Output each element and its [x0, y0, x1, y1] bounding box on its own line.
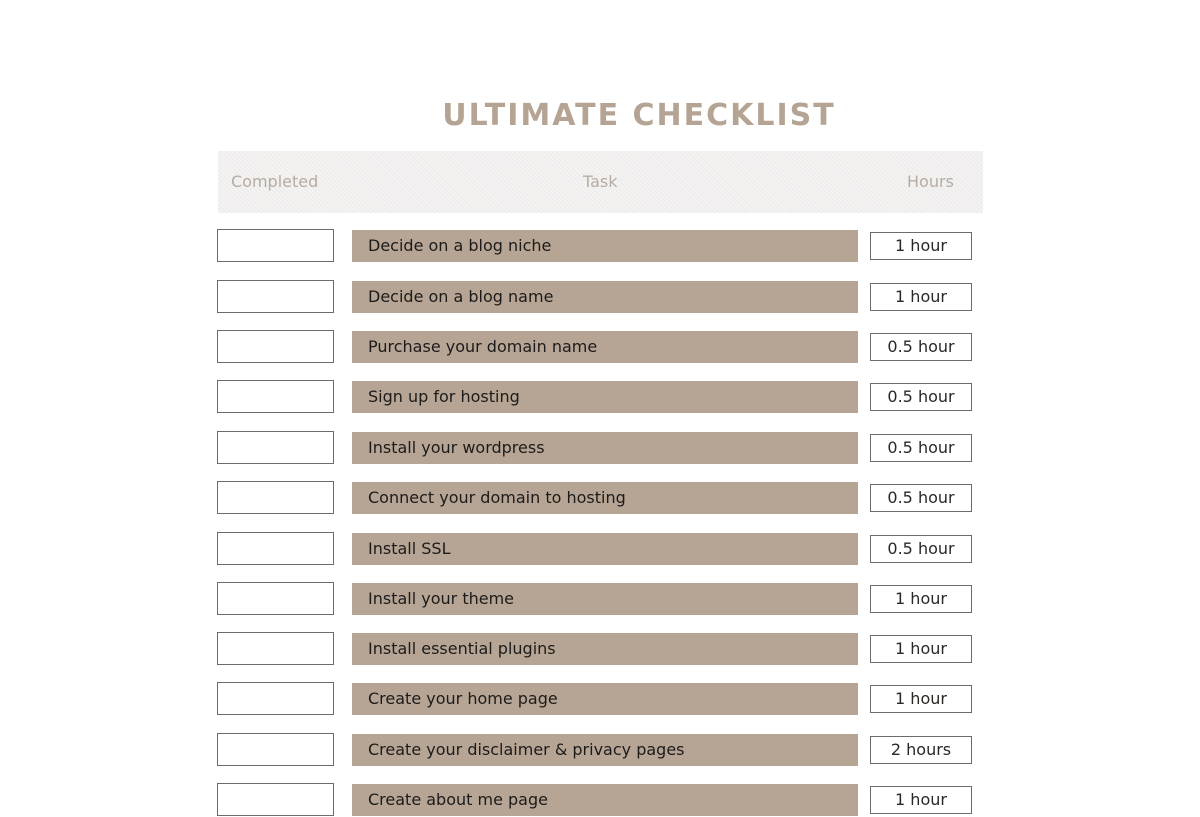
task-bar [352, 482, 858, 514]
column-header-hours: Hours [907, 172, 954, 191]
hours-box: 0.5 hour [870, 383, 972, 411]
checklist-row [0, 280, 1200, 314]
hours-box: 0.5 hour [870, 535, 972, 563]
task-label: Create your disclaimer & privacy pages [368, 740, 685, 759]
completed-checkbox[interactable] [217, 632, 334, 665]
task-bar [352, 281, 858, 313]
hours-box: 0.5 hour [870, 434, 972, 462]
completed-checkbox[interactable] [217, 380, 334, 413]
checklist-row [0, 682, 1200, 716]
task-bar [352, 230, 858, 262]
completed-checkbox[interactable] [217, 532, 334, 565]
table-header [218, 151, 983, 213]
task-bar [352, 734, 858, 766]
task-label: Install SSL [368, 539, 451, 558]
task-label: Decide on a blog niche [368, 236, 552, 255]
completed-checkbox[interactable] [217, 481, 334, 514]
checklist-row [0, 481, 1200, 515]
task-bar [352, 432, 858, 464]
hours-box: 1 hour [870, 585, 972, 613]
task-label: Install essential plugins [368, 639, 556, 658]
task-label: Create your home page [368, 689, 558, 708]
task-bar [352, 331, 858, 363]
task-bar [352, 784, 858, 816]
completed-checkbox[interactable] [217, 682, 334, 715]
task-label: Install your theme [368, 589, 514, 608]
checklist-row [0, 330, 1200, 364]
task-label: Sign up for hosting [368, 387, 520, 406]
column-header-task: Task [583, 172, 618, 191]
task-bar [352, 633, 858, 665]
task-bar [352, 381, 858, 413]
completed-checkbox[interactable] [217, 733, 334, 766]
hours-box: 1 hour [870, 232, 972, 260]
task-label: Decide on a blog name [368, 287, 554, 306]
checklist-row [0, 783, 1200, 817]
completed-checkbox[interactable] [217, 280, 334, 313]
hours-box: 1 hour [870, 283, 972, 311]
hours-box: 1 hour [870, 786, 972, 814]
task-bar [352, 683, 858, 715]
checklist-row [0, 632, 1200, 666]
task-label: Install your wordpress [368, 438, 545, 457]
completed-checkbox[interactable] [217, 229, 334, 262]
column-header-completed: Completed [231, 172, 319, 191]
hours-box: 2 hours [870, 736, 972, 764]
checklist-row [0, 431, 1200, 465]
hours-box: 1 hour [870, 685, 972, 713]
hours-box: 0.5 hour [870, 484, 972, 512]
checklist-row [0, 582, 1200, 616]
hours-box: 0.5 hour [870, 333, 972, 361]
checklist-row [0, 380, 1200, 414]
checklist-row [0, 532, 1200, 566]
checklist-row [0, 733, 1200, 767]
task-bar [352, 583, 858, 615]
completed-checkbox[interactable] [217, 431, 334, 464]
completed-checkbox[interactable] [217, 330, 334, 363]
hours-box: 1 hour [870, 635, 972, 663]
completed-checkbox[interactable] [217, 582, 334, 615]
checklist-row [0, 229, 1200, 263]
task-label: Connect your domain to hosting [368, 488, 626, 507]
task-label: Create about me page [368, 790, 548, 809]
page-title: ULTIMATE CHECKLIST [442, 98, 836, 133]
task-bar [352, 533, 858, 565]
task-label: Purchase your domain name [368, 337, 598, 356]
